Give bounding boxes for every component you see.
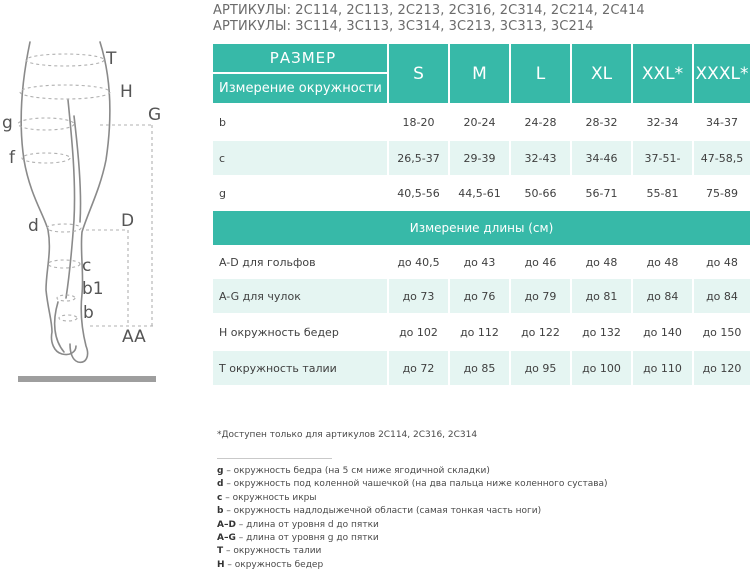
cell: до 48 xyxy=(692,245,750,279)
cell: 32-43 xyxy=(509,141,570,175)
cell: до 48 xyxy=(570,245,631,279)
article-list xyxy=(213,3,645,35)
label-T: T xyxy=(106,49,117,69)
table-row xyxy=(213,103,750,141)
cell: 75-89 xyxy=(692,175,750,211)
legend-key: c xyxy=(217,492,223,503)
size-col-s: S xyxy=(387,44,448,103)
cell: 32-34 xyxy=(631,103,692,141)
label-b1: b1 xyxy=(82,279,104,299)
cell: до 81 xyxy=(570,279,631,313)
cell: до 112 xyxy=(448,313,509,351)
label-d: d xyxy=(28,216,39,236)
legend-item xyxy=(217,559,608,572)
cell: до 150 xyxy=(692,313,750,351)
cell: до 84 xyxy=(631,279,692,313)
cell: 47-58,5 xyxy=(692,141,750,175)
label-G: G xyxy=(148,105,162,125)
cell: до 140 xyxy=(631,313,692,351)
cell: 37-51- xyxy=(631,141,692,175)
legend-key: A–D xyxy=(217,519,236,530)
table-row xyxy=(213,175,750,211)
cell: до 100 xyxy=(570,351,631,385)
footnote: *Доступен только для артикулов 2С114, 2С316, 2С314 xyxy=(217,430,478,440)
legend-item xyxy=(217,545,608,558)
row-label: A-D для гольфов xyxy=(213,245,387,279)
row-label: g xyxy=(213,175,387,211)
legend-text: – окружность икры xyxy=(222,492,317,503)
size-col-l: L xyxy=(509,44,570,103)
cell: до 48 xyxy=(631,245,692,279)
cell: до 76 xyxy=(448,279,509,313)
legend-key: d xyxy=(217,479,224,490)
table-row xyxy=(213,279,750,313)
label-AA: AA xyxy=(122,327,146,347)
legend-item xyxy=(217,478,608,491)
size-col-xl: XL xyxy=(570,44,631,103)
header-size: РАЗМЕР xyxy=(213,44,387,74)
legend-text: – окружность надлодыжечной области (самая тонкая часть ноги) xyxy=(223,506,542,517)
cell: до 79 xyxy=(509,279,570,313)
label-g: g xyxy=(2,113,13,133)
legs-measurement-illustration xyxy=(0,30,200,390)
cell: 40,5-56 xyxy=(387,175,448,211)
cell: до 120 xyxy=(692,351,750,385)
row-label: H окружность бедер xyxy=(213,313,387,351)
label-D: D xyxy=(121,211,135,231)
cell: до 72 xyxy=(387,351,448,385)
cell: до 43 xyxy=(448,245,509,279)
legend-list xyxy=(217,465,608,572)
table-row xyxy=(213,313,750,351)
cell: до 73 xyxy=(387,279,448,313)
cell: до 95 xyxy=(509,351,570,385)
legend-item xyxy=(217,465,608,478)
legend-key: A–G xyxy=(217,533,236,544)
length-header-text: Измерение длины (см) xyxy=(213,211,750,245)
row-label: b xyxy=(213,103,387,141)
cell: до 110 xyxy=(631,351,692,385)
cell: 56-71 xyxy=(570,175,631,211)
table-row xyxy=(213,351,750,385)
row-label: T окружность талии xyxy=(213,351,387,385)
cell: до 102 xyxy=(387,313,448,351)
legend-key: H xyxy=(217,559,225,570)
cell: 55-81 xyxy=(631,175,692,211)
size-col-m: M xyxy=(448,44,509,103)
cell: 24-28 xyxy=(509,103,570,141)
row-label: c xyxy=(213,141,387,175)
size-chart-table xyxy=(213,44,750,385)
size-col-xxxl: XXXL* xyxy=(692,44,750,103)
cell: 44,5-61 xyxy=(448,175,509,211)
floor-bar xyxy=(18,376,156,382)
cell: 29-39 xyxy=(448,141,509,175)
header-circumference: Измерение окружности xyxy=(213,74,387,103)
label-f: f xyxy=(9,148,15,168)
legend-key: g xyxy=(217,466,224,476)
table-row xyxy=(213,245,750,279)
legend-text: – окружность бедер xyxy=(224,559,324,570)
legend-item xyxy=(217,492,608,505)
article-line-1: АРТИКУЛЫ: 2С114, 2С113, 2С213, 2С316, 2С314, 2С214, 2С414 xyxy=(213,3,645,18)
length-section-header xyxy=(213,211,750,245)
row-label: A-G для чулок xyxy=(213,279,387,313)
legend-key: b xyxy=(217,506,224,517)
cell: 26,5-37 xyxy=(387,141,448,175)
legend-item xyxy=(217,532,608,545)
cell: до 84 xyxy=(692,279,750,313)
legend-text: – окружность талии xyxy=(223,546,322,557)
legend-text: – длина от уровня d до пятки xyxy=(235,519,379,530)
legend-text: – окружность под коленной чашечкой (на два пальца ниже коленного сустава) xyxy=(223,479,608,490)
label-H: H xyxy=(120,82,133,102)
cell: 34-46 xyxy=(570,141,631,175)
cell: до 46 xyxy=(509,245,570,279)
cell: 50-66 xyxy=(509,175,570,211)
cell: до 122 xyxy=(509,313,570,351)
legend-item xyxy=(217,505,608,518)
article-line-2: АРТИКУЛЫ: 3С114, 3С113, 3С314, 3С213, 3С313, 3С214 xyxy=(213,19,594,34)
cell: до 132 xyxy=(570,313,631,351)
label-c: c xyxy=(82,256,92,276)
cell: 18-20 xyxy=(387,103,448,141)
cell: до 85 xyxy=(448,351,509,385)
legend-text: – длина от уровня g до пятки xyxy=(235,533,379,544)
cell: до 40,5 xyxy=(387,245,448,279)
divider xyxy=(217,458,332,459)
label-b: b xyxy=(83,303,94,323)
cell: 28-32 xyxy=(570,103,631,141)
legend-item xyxy=(217,519,608,532)
legend-key: T xyxy=(217,546,224,557)
size-col-xxl: XXL* xyxy=(631,44,692,103)
cell: 20-24 xyxy=(448,103,509,141)
legend-text: – окружность бедра (на 5 см ниже ягодичной складки) xyxy=(223,466,490,476)
table-row xyxy=(213,141,750,175)
cell: 34-37 xyxy=(692,103,750,141)
